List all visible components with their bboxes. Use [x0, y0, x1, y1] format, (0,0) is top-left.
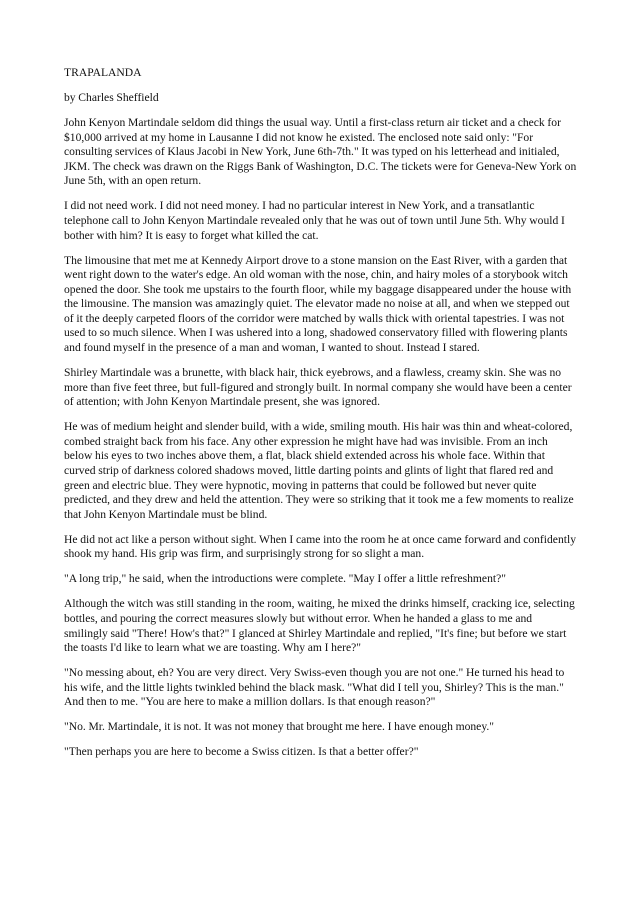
paragraph: "A long trip," he said, when the introductions were complete. "May I offer a little refreshment?": [64, 572, 506, 586]
paragraph: Shirley Martindale was a brunette, with black hair, thick eyebrows, and a flawless, creamy skin. She was no more than five feet three, but full-figured and strongly built. In normal company she would have been a center of attention; with John Kenyon Martindale present, she was ignored.: [64, 366, 572, 409]
paragraph: "Then perhaps you are here to become a Swiss citizen. Is that a better offer?": [64, 745, 419, 759]
paragraph: I did not need work. I did not need money. I had no particular interest in New York, and a transatlantic telephone call to John Kenyon Martindale revealed only that he was out of town until June 5th. Why would I bother with him? It is easy to forget what killed the cat.: [64, 199, 565, 242]
paragraph: Although the witch was still standing in the room, waiting, he mixed the drinks himself, cracking ice, selecting bottles, and pouring the correct measures slowly but without error. When he handed a glass to me and smilingly said "There! How's that?" I glanced at Shirley Martindale and replied, "It's fine; but before we start the toasts I'd like to learn what we are toasting. Why am I here?": [64, 597, 575, 655]
document-page: [64, 66, 578, 770]
paragraph: "No messing about, eh? You are very direct. Very Swiss-even though you are not one." He turned his head to his wife, and the little lights twinkled behind the black mask. "What did I tell you, Shirley? This is the man." And then to me. "You are here to make a million dollars. Is that enough reason?": [64, 666, 565, 709]
paragraph: He was of medium height and slender build, with a wide, smiling mouth. His hair was thin and wheat-colored, combed straight back from his face. Any other expression he might have had was invisible. From an inch below his eyes to two inches above them, a flat, black shield extended across his whole face. Within that curved strip of darkness colored shadows moved, little darting points and glints of light that flared red and green and electric blue. They were hypnotic, moving in patterns that could be followed but never quite predicted, and they drew and held the attention. They were so striking that it took me a few moments to realize that John Kenyon Martindale must be blind.: [64, 420, 574, 521]
paragraph: The limousine that met me at Kennedy Airport drove to a stone mansion on the East River, with a garden that went right down to the water's edge. An old woman with the nose, chin, and hairy moles of a storybook witch opened the door. She took me upstairs to the fourth floor, while my baggage disappeared under the house with the limousine. The mansion was amazingly quiet. The elevator made no noise at all, and when we stepped out of it the deeply carpeted floors of the corridor were matched by walls thick with oriental tapestries. I was not used to so much silence. When I was ushered into a long, shadowed conservatory filled with flowering plants and found myself in the presence of a man and woman, I wanted to shout. Instead I stared.: [64, 253, 572, 355]
document-title: TRAPALANDA: [64, 66, 142, 79]
document-byline: by Charles Sheffield: [64, 90, 159, 104]
paragraph: He did not act like a person without sight. When I came into the room he at once came forward and confidently shook my hand. His grip was firm, and surprisingly strong for so slight a man.: [64, 532, 576, 561]
paragraph: John Kenyon Martindale seldom did things the usual way. Until a first-class return air ticket and a check for $10,000 arrived at my home in Lausanne I did not know he existed. The enclosed note said only: "For consulting services of Klaus Jacobi in New York, June 6th-7th." It was typed on his letterhead and initialed, JKM. The check was drawn on the Riggs Bank of Washington, D.C. The tickets were for Geneva-New York on June 5th, with an open return.: [64, 115, 577, 188]
paragraph: "No. Mr. Martindale, it is not. It was not money that brought me here. I have enough money.": [64, 720, 495, 734]
